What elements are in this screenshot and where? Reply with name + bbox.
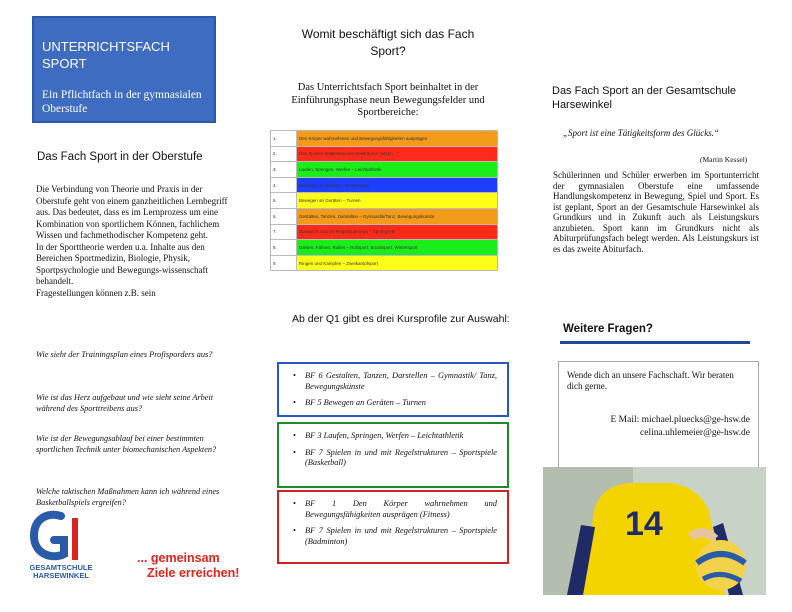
title-box [32, 16, 216, 123]
profile-item: • BF 7 Spielen in und mit Regelstrukturen – Sportspiele (Badminton) [291, 526, 497, 547]
slogan-line1: ... gemeinsam [137, 551, 220, 565]
slogan [137, 551, 239, 581]
quote: „Sport ist eine Tätigkeitsform des Glücks.“ [563, 128, 719, 138]
course-profile-2 [277, 422, 509, 488]
field-label: Ringen und Kämpfen – Zweikampfsport [297, 255, 498, 271]
field-number: 1. [271, 131, 297, 147]
field-number: 3. [271, 162, 297, 178]
field-number: 4. [271, 177, 297, 193]
school-logo [20, 510, 120, 590]
oberstufe-heading: Das Fach Sport in der Oberstufe [37, 151, 203, 163]
field-label: Gestalten, Tanzen, Darstellen – Gymnastik/Tanz, Bewegungskünste [297, 208, 498, 224]
question-item: Wie sieht der Trainingsplan eines Profisporders aus? [36, 350, 213, 359]
profile-item: • BF 5 Bewegen an Geräten – Turnen [291, 398, 497, 409]
fields-intro: Das Unterrichtsfach Sport beinhaltet in der Einführungsphase neun Bewegungsfelder und Sportbereiche: [291, 82, 485, 118]
movement-field-row [271, 146, 498, 162]
question-item: Wie ist das Herz aufgebaut und wie sieht seine Arbeit während des Sporttreibens aus? [36, 393, 214, 413]
email-line-1[interactable]: E Mail: michael.pluecks@ge-hsw.de [610, 415, 750, 425]
course-profile-1 [277, 362, 509, 417]
more-questions-heading: Weitere Fragen? [560, 318, 750, 344]
field-label: Spielen in und mit Regelstrukturen – Sportspiele [297, 224, 498, 240]
jersey-number: 14 [625, 505, 663, 543]
intro-paragraph: Fragestellungen können z.B. sein [36, 287, 156, 298]
slogan-line2: Ziele erreichen! [147, 566, 240, 580]
question-title: Womit beschäftigt sich das Fach Sport? [301, 27, 475, 58]
field-number: 6. [271, 208, 297, 224]
field-label: Laufen, Springen, Werfen – Leichtathletik [297, 162, 498, 178]
profile-item: • BF 1 Den Körper wahrnehmen und Bewegungsfähigkeiten ausprägen (Fitness) [291, 499, 497, 520]
field-number: 2. [271, 146, 297, 162]
email-line-2[interactable]: celina.uhlemeier@ge-hsw.de [640, 428, 750, 438]
question-item: Welche taktischen Maßnahmen kann ich während eines Basketballspiels ergreifen? [36, 487, 220, 507]
movement-field-row [271, 240, 498, 256]
intro-paragraph: In der Sporttheorie werden u.a. Inhalte aus den Bereichen Sportmedizin, Biologie, Physik, Sportpsychologie und Bewegungs-wissenschaft behandelt. [36, 241, 208, 286]
course-profile-3 [277, 490, 509, 564]
field-number: 7. [271, 224, 297, 240]
intro-text [36, 184, 236, 299]
volleyball-player-image [543, 467, 766, 595]
profile-item: • BF 7 Spielen in und mit Regelstrukturen – Sportspiele (Basketball) [291, 448, 497, 469]
intro-paragraph: Die Verbindung von Theorie und Praxis in der Oberstufe geht von einem ganzheitlichen Lernbegriff aus. Das bedeutet, dass es im Lernprozess um eine Kombination von sportlichem Können, fachlichem Wissen und fachmethodischer Kompetenz geht. [36, 184, 228, 240]
profile-item: • BF 3 Laufen, Springen, Werfen – Leichtathletik [291, 431, 497, 442]
movement-field-row [271, 193, 498, 209]
logo-line2: HARSEWINKEL [33, 571, 89, 580]
contact-box [558, 361, 759, 469]
movement-field-row [271, 224, 498, 240]
movement-fields-table [270, 130, 498, 271]
field-number: 9. [271, 255, 297, 271]
quote-author: (Martin Kessel) [700, 155, 748, 164]
logo-line1: GESAMTSCHULE [29, 563, 93, 572]
movement-field-row [271, 162, 498, 178]
movement-field-row [271, 255, 498, 271]
flyer-title: UNTERRICHTSFACH SPORT [42, 39, 170, 71]
movement-field-row [271, 131, 498, 147]
school-heading: Das Fach Sport an der Gesamtschule Harsewinkel [552, 85, 737, 111]
field-label: Gleiten, Fahren, Rollen – Rollsport, Bootssport, Wintersport [297, 240, 498, 256]
field-label: Bewegen an Geräten – Turnen [297, 193, 498, 209]
volleyball-photo [543, 467, 766, 595]
movement-field-row [271, 208, 498, 224]
field-label: Bewegen im Wasser – Schwimmen [297, 177, 498, 193]
flyer-subtitle: Ein Pflichtfach in der gymnasialen Oberstufe [42, 89, 202, 115]
question-item: Wie ist der Bewegungsablauf bei einer bestimmten sportlichen Technik unter biomechanischen Aspekten? [36, 434, 217, 454]
contact-text: Wende dich an unsere Fachschaft. Wir beraten dich gerne. [567, 370, 734, 391]
school-logo-icon [20, 510, 102, 566]
profile-item: • BF 6 Gestalten, Tanzen, Darstellen – Gymnastik/ Tanz, Bewegungskünste [291, 371, 497, 392]
email-block [567, 414, 750, 440]
field-number: 8. [271, 240, 297, 256]
field-label: Den Körper wahrnehmen und Bewegungsfähigkeiten ausprägen [297, 131, 498, 147]
movement-field-row [271, 177, 498, 193]
q1-text: Ab der Q1 gibt es drei Kursprofile zur Auswahl: [292, 313, 510, 325]
field-label: Das Spielen entdecken und Spielräume nutzen [297, 146, 498, 162]
field-number: 5. [271, 193, 297, 209]
school-body-text: Schülerinnen und Schüler erwerben im Sportunterricht der gymnasialen Oberstufe eine umfassende Handlungskompetenz in Bewegung, Spiel und Sport. Es ist geplant, Sport an der Gesamtschule Harsewinkel als Grundkurs und in Zukunft auch als Leistungskurs anzubieten. Sport kann im Grundkurs nicht als Abiturprüfungsfach belegt werden. Als Leistungskurs ist es das zweite Abiturfach. [553, 170, 759, 254]
